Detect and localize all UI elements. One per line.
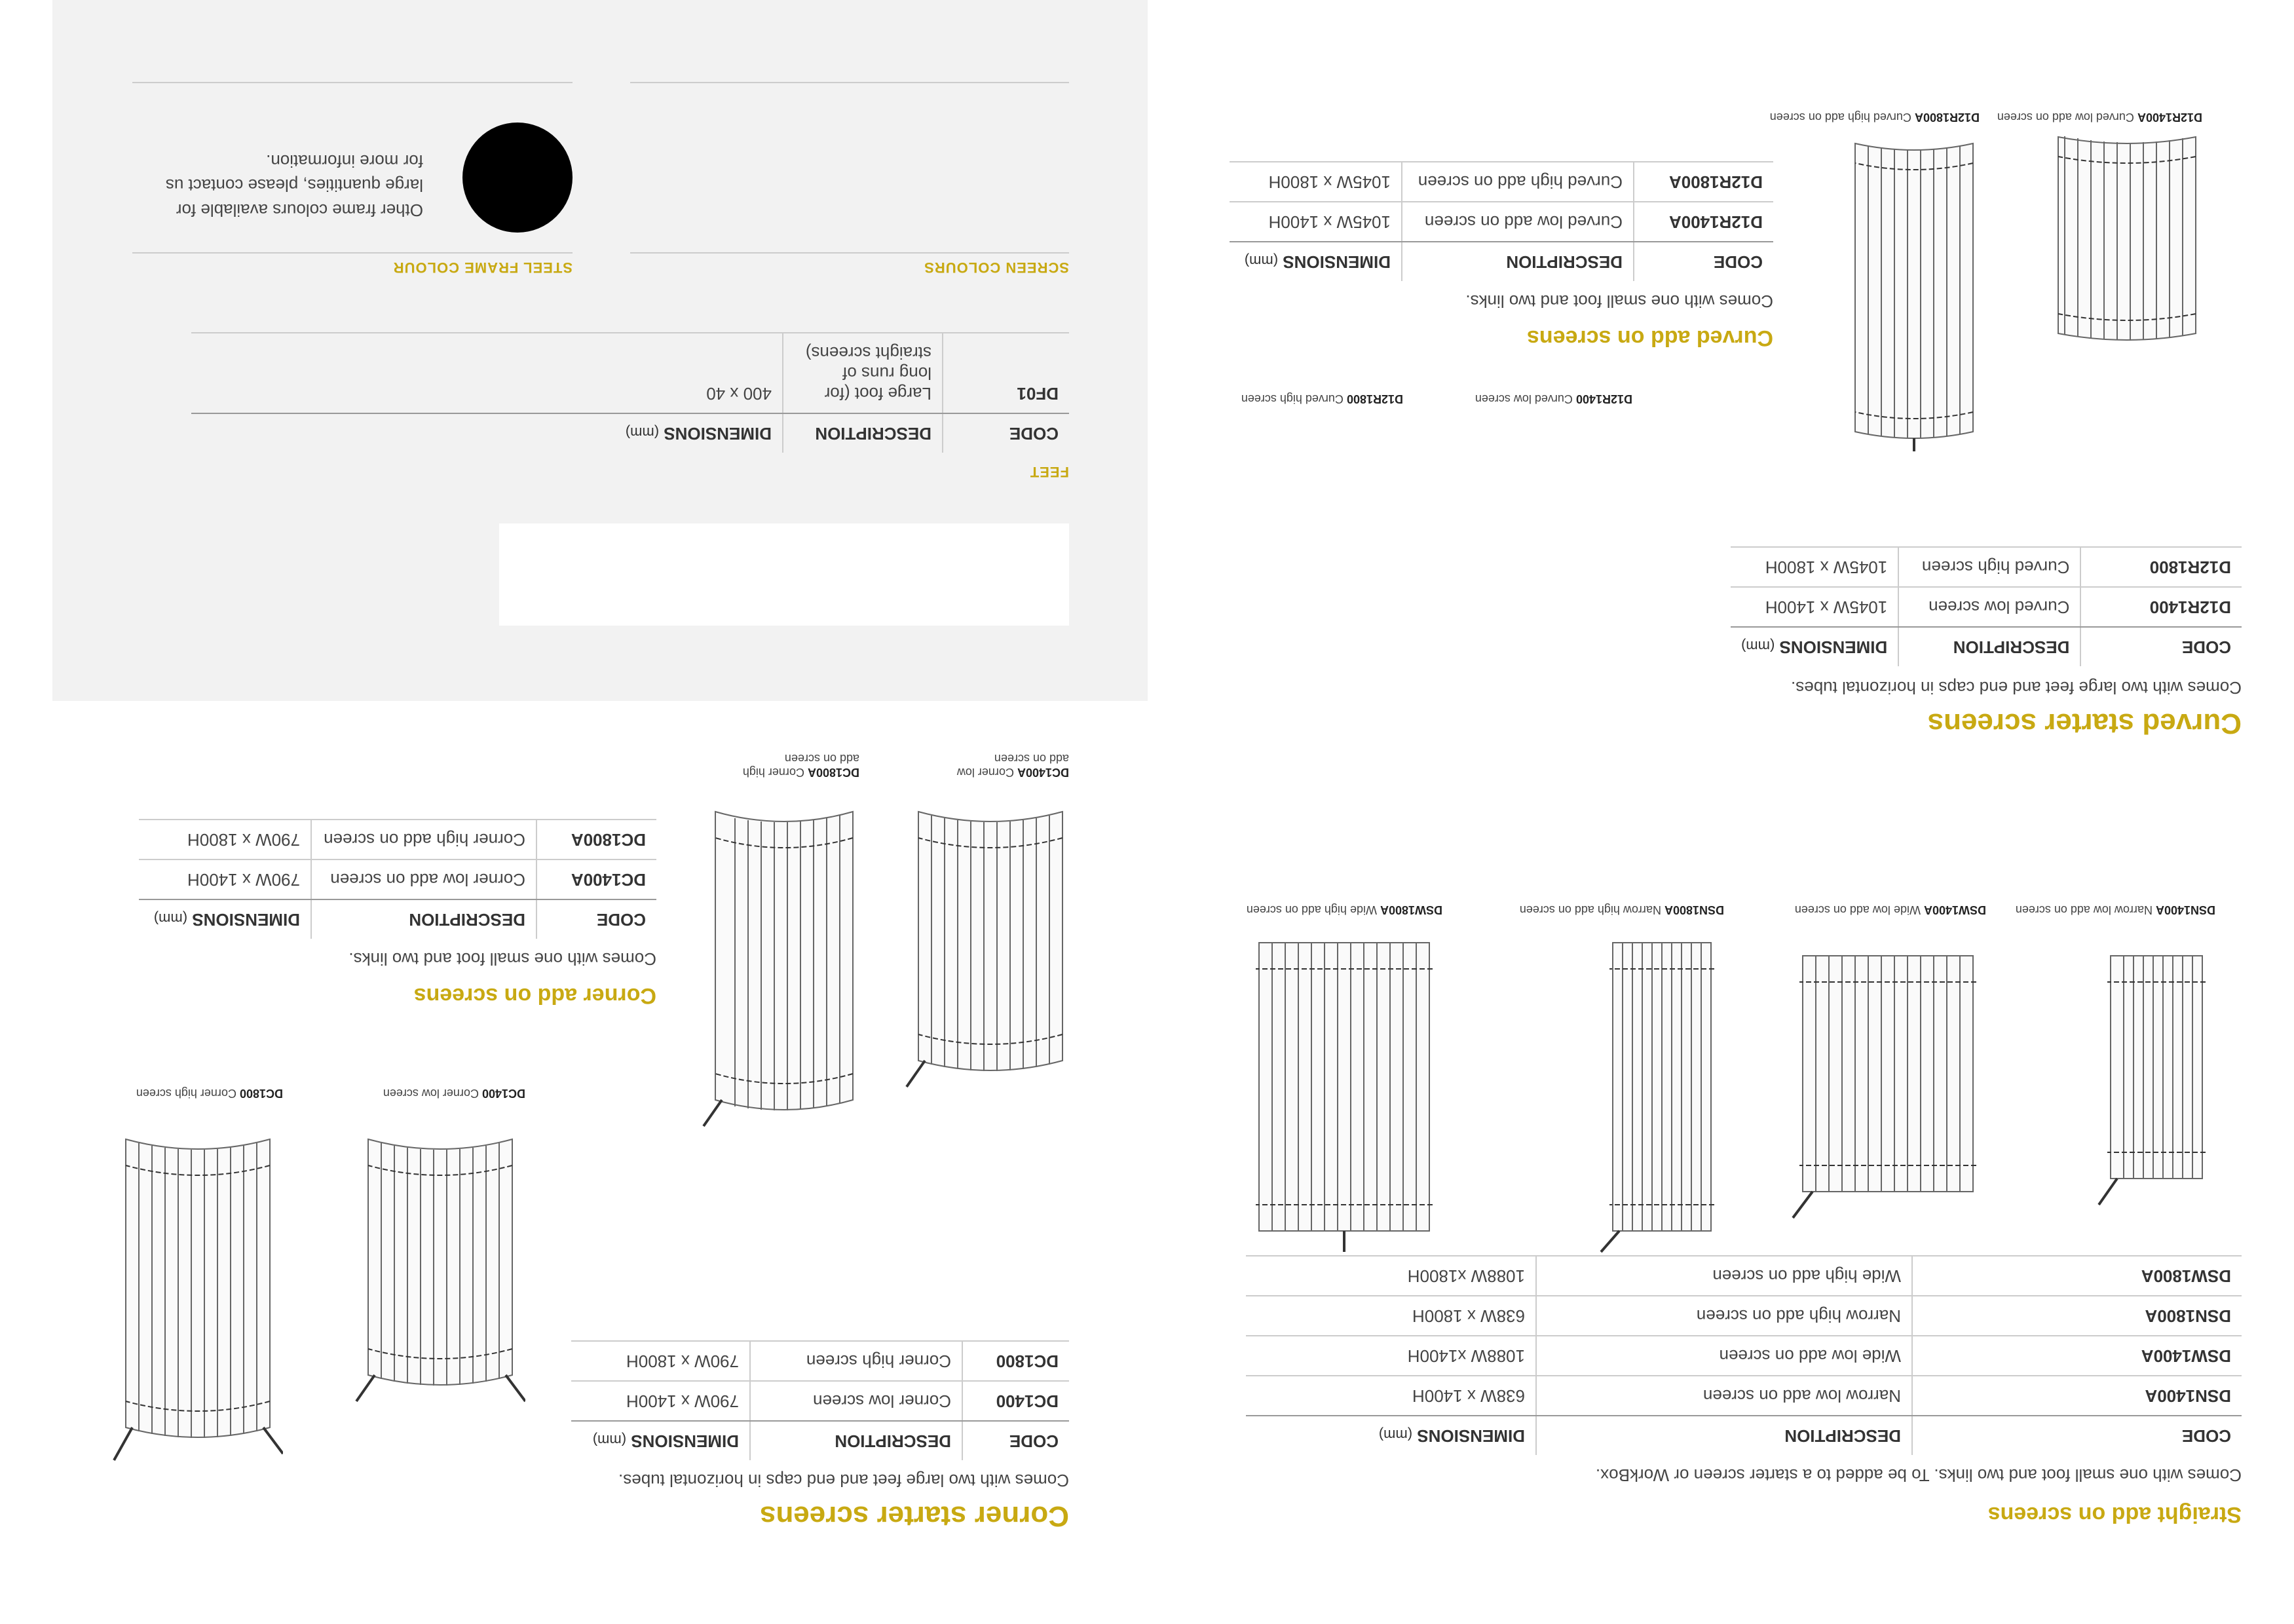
corner-low-add-on-screen-illustration (905, 792, 1069, 1100)
table-row (1731, 587, 2242, 627)
caption-code: DSW1800A (1380, 903, 1442, 916)
column-header-dimensions (571, 1421, 750, 1460)
dimensions-unit: (mm) (625, 425, 660, 441)
row-dimensions: 400 x 40 (191, 333, 783, 413)
dimensions-unit: (mm) (1741, 638, 1775, 654)
note-line: large quantities, please contact us (165, 176, 423, 196)
dimensions-unit: (mm) (1244, 253, 1279, 269)
table-header-row (139, 899, 656, 939)
row-dimensions: 638W x 1800H (1246, 1296, 1536, 1336)
straight-add-on-subtitle: Comes with one small foot and two links. To be added to a starter screen or WorkBox. (1595, 1465, 2242, 1485)
caption-label: Narrow low add on screen (2015, 903, 2153, 916)
dimensions-label: DIMENSIONS (1779, 637, 1888, 657)
caption-label: Narrow high add on screen (1519, 903, 1661, 916)
image-caption (1520, 903, 1724, 916)
row-code: DSN1800A (1912, 1296, 2242, 1336)
caption-code: DSN1800A (1664, 903, 1724, 916)
dimensions-label: DIMENSIONS (1283, 252, 1391, 272)
frame-colour-note (166, 148, 423, 222)
row-dimensions: 638W x 1400H (1246, 1376, 1536, 1416)
row-code: D12R1400A (1634, 202, 1773, 242)
image-caption (383, 1086, 525, 1100)
caption-label: Curved low screen (1475, 392, 1573, 406)
row-dimensions: 1088W x1800H (1246, 1256, 1536, 1296)
row-code: DSW1800A (1912, 1256, 2242, 1296)
caption-code: D12R1400 (1575, 392, 1632, 406)
screen-colours-title: SCREEN COLOURS (924, 259, 1069, 276)
table-row (139, 859, 656, 899)
description-line: long runs of (842, 364, 931, 383)
column-header-description: DESCRIPTION (1898, 627, 2080, 666)
table-header-row (1731, 627, 2242, 666)
image-caption (136, 1086, 283, 1100)
image-caption (1770, 110, 1980, 124)
row-code: DC1400 (962, 1381, 1069, 1421)
table-row (1246, 1256, 2242, 1296)
row-description: Curved high add on screen (1402, 162, 1634, 202)
divider (132, 252, 573, 254)
narrow-low-add-on-screen-illustration (2097, 943, 2215, 1218)
table-row (571, 1381, 1069, 1421)
steel-frame-colour-title: STEEL FRAME COLOUR (392, 259, 573, 276)
image-caption (1241, 392, 1403, 406)
caption-label: Wide low add on screen (1794, 903, 1921, 916)
table-row (1246, 1376, 2242, 1416)
description-line: straight screens) (805, 343, 931, 363)
caption-label: Curved low add on screen (1997, 111, 2134, 124)
caption-label-line-2: add on screen (994, 752, 1069, 765)
table-header-row (1246, 1416, 2242, 1455)
curved-add-on-subtitle: Comes with one small foot and two links. (1465, 292, 1773, 311)
corner-add-on-table (139, 819, 656, 939)
column-header-description: DESCRIPTION (1536, 1416, 1912, 1455)
row-code: DC1800 (962, 1341, 1069, 1381)
straight-add-on-table (1246, 1255, 2242, 1455)
column-header-description: DESCRIPTION (783, 413, 943, 453)
table-row (1246, 1336, 2242, 1376)
row-description: Curved low screen (1898, 587, 2080, 627)
wide-high-add-on-screen-illustration (1246, 930, 1442, 1257)
column-header-code: CODE (943, 413, 1069, 453)
column-header-dimensions (191, 413, 783, 453)
curved-starter-subtitle: Comes with two large feet and end caps in horizontal tubes. (1791, 678, 2242, 698)
row-code: DC1800A (536, 820, 656, 859)
divider (132, 82, 573, 83)
row-description: Curved high screen (1898, 547, 2080, 587)
image-caption (1795, 903, 1986, 916)
caption-label: Corner low screen (383, 1087, 479, 1100)
row-code: D12R1800 (2080, 547, 2242, 587)
corner-low-screen-illustration (355, 1113, 525, 1414)
caption-label-line-2: add on screen (784, 752, 859, 765)
image-caption (1247, 903, 1442, 916)
column-header-code: CODE (536, 899, 656, 939)
row-dimensions: 1045W x 1800H (1731, 547, 1898, 587)
table-header-row (1230, 242, 1773, 281)
column-header-description: DESCRIPTION (1402, 242, 1634, 281)
row-dimensions: 790W x 1800H (571, 1341, 750, 1381)
dimensions-label: DIMENSIONS (192, 910, 300, 930)
corner-starter-table (571, 1340, 1069, 1460)
row-code: D12R1400 (2080, 587, 2242, 627)
row-dimensions: 790W x 1800H (139, 820, 311, 859)
image-caption (1475, 392, 1632, 406)
image-caption (2016, 903, 2215, 916)
table-header-row (571, 1421, 1069, 1460)
column-header-dimensions (1731, 627, 1898, 666)
column-header-dimensions (1230, 242, 1402, 281)
wide-low-add-on-screen-illustration (1790, 943, 1986, 1231)
caption-label: Wide high add on screen (1246, 903, 1377, 916)
row-code: DSW1400A (1912, 1336, 2242, 1376)
caption-code: D12R1400A (2137, 111, 2202, 124)
row-description: Wide low add on screen (1536, 1336, 1912, 1376)
row-code: DSN1400A (1912, 1376, 2242, 1416)
dimensions-unit: (mm) (592, 1432, 627, 1448)
table-header-row (191, 413, 1069, 453)
column-header-dimensions (1246, 1416, 1536, 1455)
table-row (191, 333, 1069, 413)
black-frame-swatch (462, 123, 573, 233)
row-description: Corner low add on screen (311, 859, 536, 899)
corner-high-screen-illustration (113, 1113, 283, 1467)
corner-high-add-on-screen-illustration (702, 792, 859, 1139)
row-code: DF01 (943, 333, 1069, 413)
dimensions-unit: (mm) (1378, 1427, 1413, 1443)
caption-code: DSN1400A (2155, 903, 2215, 916)
table-row (1246, 1296, 2242, 1336)
caption-label: Corner high screen (136, 1087, 236, 1100)
curved-starter-table (1731, 546, 2242, 666)
column-header-description: DESCRIPTION (311, 899, 536, 939)
column-header-code: CODE (1634, 242, 1773, 281)
row-code: DC1400A (536, 859, 656, 899)
corner-starter-subtitle: Comes with two large feet and end caps in horizontal tubes. (618, 1471, 1069, 1490)
note-line: Other frame colours available for (176, 200, 423, 220)
note-line: for more information. (266, 151, 423, 171)
row-description: Corner high screen (750, 1341, 962, 1381)
table-row (1230, 162, 1773, 202)
divider (630, 252, 1069, 254)
description-line: Large foot (for (824, 384, 931, 404)
row-dimensions: 790W x 1400H (139, 859, 311, 899)
caption-label: Corner low (956, 766, 1014, 779)
blank-placeholder (499, 523, 1069, 626)
image-caption (1997, 110, 2202, 124)
row-dimensions: 790W x 1400H (571, 1381, 750, 1421)
dimensions-label: DIMENSIONS (1417, 1426, 1525, 1446)
row-description: Corner high add on screen (311, 820, 536, 859)
caption-code: DC1400A (1017, 766, 1069, 779)
image-caption (743, 751, 859, 779)
caption-label: Corner high (742, 766, 804, 779)
column-header-dimensions (139, 899, 311, 939)
row-dimensions: 1045W x 1400H (1731, 587, 1898, 627)
caption-code: DC1800 (239, 1087, 283, 1100)
column-header-code: CODE (962, 1421, 1069, 1460)
dimensions-label: DIMENSIONS (631, 1431, 739, 1451)
image-caption (957, 751, 1069, 779)
row-description: Wide high add on screen (1536, 1256, 1912, 1296)
curved-add-on-table (1230, 161, 1773, 281)
table-row (1230, 202, 1773, 242)
corner-add-on-title: Corner add on screens (413, 983, 656, 1008)
caption-code: DC1800A (807, 766, 859, 779)
column-header-description: DESCRIPTION (750, 1421, 962, 1460)
corner-starter-title: Corner starter screens (759, 1500, 1069, 1532)
caption-label: Curved high screen (1241, 392, 1344, 406)
caption-code: D12R1800 (1346, 392, 1403, 406)
feet-title: FEET (1029, 464, 1069, 480)
row-dimensions: 1045W x 1400H (1230, 202, 1402, 242)
divider (630, 82, 1069, 83)
row-description: Narrow low add on screen (1536, 1376, 1912, 1416)
column-header-code: CODE (1912, 1416, 2242, 1455)
corner-add-on-subtitle: Comes with one small foot and two links. (348, 949, 656, 969)
table-row (1731, 547, 2242, 587)
caption-code: D12R1800A (1914, 111, 1980, 124)
row-description: Curved low add on screen (1402, 202, 1634, 242)
curved-add-on-title: Curved add on screens (1526, 326, 1773, 350)
row-description: Corner low screen (750, 1381, 962, 1421)
curved-starter-title: Curved starter screens (1927, 708, 2242, 740)
row-description (783, 333, 943, 413)
caption-code: DC1400 (481, 1087, 525, 1100)
straight-add-on-title: Straight add on screens (1987, 1502, 2242, 1527)
narrow-high-add-on-screen-illustration (1600, 930, 1724, 1257)
table-row (139, 820, 656, 859)
row-dimensions: 1045W x 1800H (1230, 162, 1402, 202)
curved-low-add-on-screen-illustration (2052, 124, 2202, 360)
caption-code: DSW1400A (1923, 903, 1986, 916)
feet-table (191, 332, 1069, 453)
row-code: D12R1800A (1634, 162, 1773, 202)
row-description: Narrow high add on screen (1536, 1296, 1912, 1336)
row-dimensions: 1088W x1400H (1246, 1336, 1536, 1376)
column-header-code: CODE (2080, 627, 2242, 666)
curved-high-add-on-screen-illustration (1849, 124, 1980, 451)
caption-label: Curved high add on screen (1769, 111, 1911, 124)
dimensions-unit: (mm) (153, 911, 188, 927)
table-row (571, 1341, 1069, 1381)
dimensions-label: DIMENSIONS (664, 424, 772, 444)
